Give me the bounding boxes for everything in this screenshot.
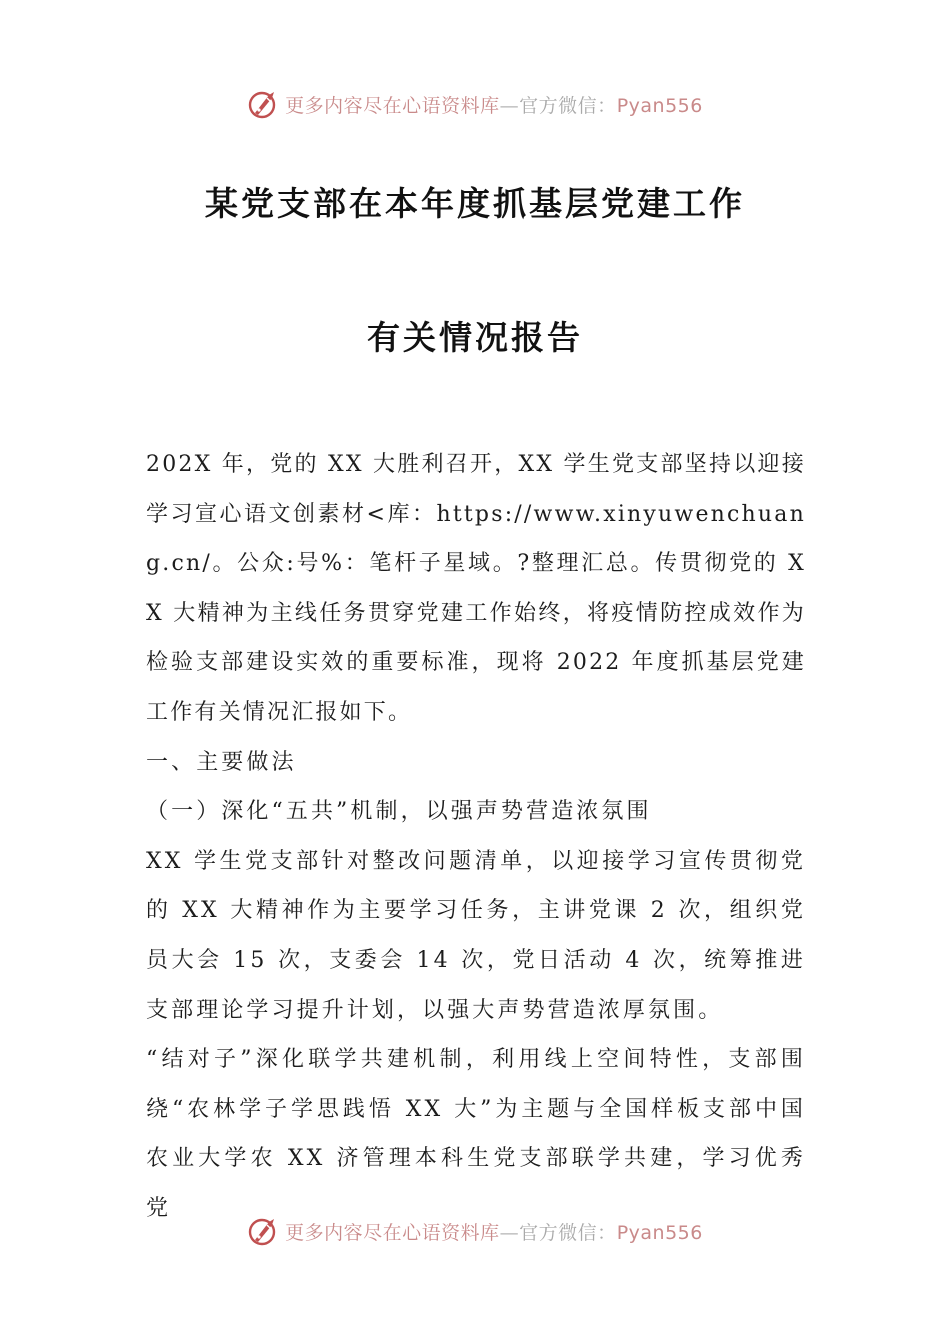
subsection-heading-1: （一）深化“五共”机制，以强声势营造浓氛围 xyxy=(146,799,652,825)
watermark-header xyxy=(0,84,950,124)
watermark-text xyxy=(285,1218,703,1245)
watermark-footer xyxy=(0,1211,950,1251)
pen-nib-logo-icon xyxy=(247,87,281,121)
pen-nib-logo-icon xyxy=(247,1214,281,1248)
watermark-text xyxy=(285,91,703,118)
watermark-wechat-id: Pyan556 xyxy=(616,94,703,117)
watermark-wechat-label: 官方微信： xyxy=(519,94,617,117)
watermark-main: 更多内容尽在心语资料库 xyxy=(285,94,500,117)
document-title-line-1: 某党支部在本年度抓基层党建工作 xyxy=(205,184,745,223)
watermark-wechat-id: Pyan556 xyxy=(616,1221,703,1244)
document-body xyxy=(146,440,806,1234)
watermark-dash: — xyxy=(499,1221,520,1244)
paragraph-intro: 202X 年，党的 XX 大胜利召开，XX 学生党支部坚持以迎接学习宣心语文创素材<库：https://www.xinyuwenchuang.cn/。公众:号%：笔杆子星域。?整理汇总。传贯彻党的 XX 大精神为主线任务贯穿党建工作始终，将疫情防控成效作为检验支部建设实效的重要标准，现将 2022 年度抓基层党建工作有关情况汇报如下。 xyxy=(146,452,806,725)
paragraph-body-1: XX 学生党支部针对整改问题清单，以迎接学习宣传贯彻党的 XX 大精神作为主要学习任务，主讲党课 2 次，组织党员大会 15 次，支委会 14 次，党日活动 4 次，统筹推进支部理论学习提升计划，以强大声势营造浓厚氛围。 xyxy=(146,848,806,1023)
watermark-dash: — xyxy=(499,94,520,117)
paragraph-body-2: “结对子”深化联学共建机制，利用线上空间特性，支部围绕“农林学子学思践悟 XX 大”为主题与全国样板支部中国农业大学农 XX 济管理本科生党支部联学共建，学习优秀党 xyxy=(146,1047,806,1221)
document-title-line-2: 有关情况报告 xyxy=(367,318,583,357)
section-heading-1: 一、主要做法 xyxy=(146,749,297,775)
watermark-wechat-label: 官方微信： xyxy=(519,1221,617,1244)
watermark-main: 更多内容尽在心语资料库 xyxy=(285,1221,500,1244)
